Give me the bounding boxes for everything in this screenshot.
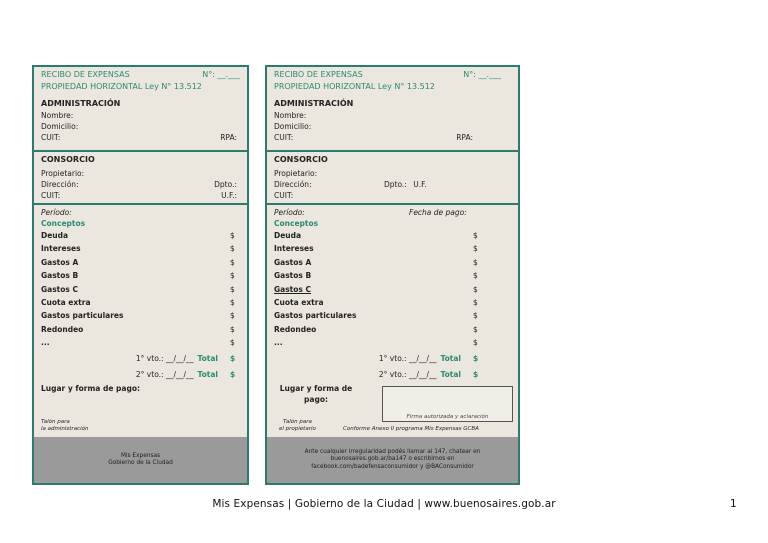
consorcio-heading: CONSORCIO [41, 155, 95, 164]
uf-label: U.F.: [221, 190, 237, 200]
vto1-row [41, 351, 240, 367]
vto2-total-dollar: $ [473, 369, 479, 379]
cuit-label: CUIT: [41, 132, 61, 142]
concept-row [41, 296, 240, 309]
receipt-header [41, 69, 240, 81]
right-footer-line2: buenosaires.gob.ar/ba147 o escribirnos en [330, 456, 455, 463]
concept-label: Gastos particulares [274, 311, 357, 321]
concept-dollar: $ [473, 284, 478, 294]
concept-row [274, 242, 483, 255]
concept-list [274, 229, 511, 350]
concept-label: Gastos B [274, 271, 312, 281]
concept-label: Redondeo [274, 324, 317, 334]
concept-dollar: $ [473, 271, 478, 281]
right-footer-line3: facebook.com/badefensaconsumidor y @BAConsumidor [311, 463, 474, 470]
concept-label: Intereses [274, 244, 314, 254]
concept-list [41, 229, 240, 350]
concept-dollar: $ [473, 338, 478, 348]
fecha-pago-label: Fecha de pago: [409, 208, 467, 217]
cuit-label: CUIT: [274, 132, 294, 142]
vto2-total-label: Total [197, 369, 218, 379]
page-number: 1 [730, 498, 737, 510]
concept-row [274, 296, 483, 309]
receipt-administracion [32, 65, 249, 485]
talon-prop-line2: el propietario [279, 426, 316, 432]
concept-label: Deuda [274, 231, 302, 240]
vto1-label: 1° vto.: __/__/__ [135, 353, 194, 363]
consorcio-cuit-label: CUIT: [41, 190, 61, 200]
admin-section [267, 67, 518, 152]
concept-label: ... [41, 338, 50, 348]
talon-admin [41, 419, 88, 433]
vto1-label: 1° vto.: __/__/__ [378, 353, 437, 363]
admin-heading: ADMINISTRACIÓN [274, 99, 354, 108]
concept-row [274, 283, 483, 296]
cuit-row [41, 132, 240, 143]
concept-row [41, 269, 240, 282]
concept-row [41, 336, 240, 349]
consorcio-section [34, 152, 247, 205]
receipt-header [274, 69, 511, 81]
concept-dollar: $ [230, 298, 235, 308]
left-footer-line1: Mis Expensas [120, 452, 161, 459]
concept-label: ... [274, 338, 283, 348]
concept-row [41, 229, 240, 242]
talon-admin-line1: Talón para [41, 419, 70, 425]
conforme-note: Conforme Anexo II programa Mis Expensas GCBA [343, 426, 479, 432]
receipt-subtitle: PROPIEDAD HORIZONTAL Ley N° 13.512 [41, 81, 202, 91]
nombre-label: Nombre: [274, 110, 307, 120]
right-footer-line1: Ante cualquier irregularidad podés llamar al 147, chatear en [304, 448, 481, 455]
talon-prop-line1: Talón para [283, 419, 312, 425]
concept-label: Gastos A [274, 257, 312, 267]
concept-dollar: $ [230, 284, 235, 294]
concept-label: Cuota extra [41, 298, 91, 308]
vto1-row [274, 351, 511, 367]
concept-label: Intereses [41, 244, 81, 254]
conceptos-heading: Conceptos [274, 219, 319, 228]
domicilio-label: Domicilio: [41, 121, 79, 131]
concept-dollar: $ [473, 324, 478, 334]
concept-row [274, 309, 483, 322]
cuit-row [274, 132, 511, 143]
concept-dollar: $ [230, 231, 235, 240]
left-footer [34, 437, 247, 483]
left-footer-line2: Gobierno de la Ciudad [108, 460, 173, 466]
vto1-total-dollar: $ [473, 353, 479, 363]
receipt-number: N°: __.___ [463, 70, 501, 79]
receipt-title: RECIBO DE EXPENSAS [41, 70, 130, 79]
concept-dollar: $ [473, 244, 478, 254]
concept-dollar: $ [230, 338, 235, 348]
receipt-propietario [265, 65, 520, 485]
concept-row [41, 256, 240, 269]
concept-label: Cuota extra [274, 298, 324, 308]
rpa-label: RPA: [456, 132, 473, 142]
concept-label: Gastos particulares [41, 311, 124, 321]
concept-label: Gastos B [41, 271, 79, 281]
vto2-total-dollar: $ [230, 369, 236, 379]
concept-dollar: $ [473, 298, 478, 308]
conceptos-section [34, 205, 247, 441]
concept-dollar: $ [230, 257, 235, 267]
receipt-subtitle: PROPIEDAD HORIZONTAL Ley N° 13.512 [274, 81, 435, 91]
concept-dollar: $ [473, 257, 478, 267]
talon-admin-line2: la administración [41, 426, 89, 432]
concept-dollar: $ [230, 271, 235, 281]
signature-caption: Firma autorizada y aclaración [406, 414, 489, 420]
conceptos-heading: Conceptos [41, 219, 86, 228]
vto2-row [274, 367, 511, 383]
vto2-row [41, 367, 240, 383]
concept-row [274, 323, 483, 336]
receipt-number: N°: __.___ [202, 70, 240, 79]
lugar-pago-label: Lugar y forma de pago: [41, 383, 140, 393]
vto1-total-dollar: $ [230, 353, 236, 363]
dpto-label: Dpto.: [214, 179, 237, 189]
vto2-label: 2° vto.: __/__/__ [135, 369, 194, 379]
concept-dollar: $ [230, 324, 235, 334]
conceptos-section [267, 205, 518, 441]
uf-label: U.F. [413, 179, 427, 189]
concept-dollar: $ [230, 311, 235, 321]
dpto-uf-group [384, 179, 427, 190]
concept-row [274, 229, 483, 242]
talon-propietario [279, 419, 316, 433]
consorcio-heading: CONSORCIO [274, 155, 328, 164]
right-footer [267, 437, 518, 483]
concept-dollar: $ [473, 311, 478, 321]
propietario-label: Propietario: [274, 168, 318, 178]
vto1-total-label: Total [197, 353, 218, 363]
consorcio-cuit-label: CUIT: [274, 190, 294, 200]
admin-section [34, 67, 247, 152]
direccion-label: Dirección: [41, 179, 79, 189]
direccion-row [41, 179, 240, 190]
direccion-label: Dirección: [274, 179, 312, 189]
rpa-label: RPA: [220, 132, 237, 142]
concept-label: Gastos C [274, 284, 311, 294]
periodo-label: Período: [41, 208, 72, 217]
domicilio-label: Domicilio: [274, 121, 312, 131]
consorcio-section [267, 152, 518, 205]
concept-label: Gastos A [41, 257, 79, 267]
concept-dollar: $ [230, 244, 235, 254]
lugar-pago-label: Lugar y forma de pago: [279, 383, 353, 404]
admin-heading: ADMINISTRACIÓN [41, 99, 121, 108]
signature-box [382, 386, 513, 422]
cuit-uf-row [41, 190, 240, 201]
propietario-label: Propietario: [41, 168, 85, 178]
periodo-row [274, 207, 511, 218]
receipt-title: RECIBO DE EXPENSAS [274, 70, 363, 79]
concept-row [41, 309, 240, 322]
concept-label: Gastos C [41, 284, 78, 294]
concept-row [274, 269, 483, 282]
vto2-total-label: Total [440, 369, 461, 379]
page-footer: Mis Expensas | Gobierno de la Ciudad | www.buenosaires.gob.ar [212, 498, 556, 510]
concept-row [41, 283, 240, 296]
concept-row [274, 256, 483, 269]
concept-dollar: $ [473, 231, 478, 240]
concept-row [41, 242, 240, 255]
vto2-label: 2° vto.: __/__/__ [378, 369, 437, 379]
concept-label: Redondeo [41, 324, 84, 334]
concept-row [274, 336, 483, 349]
periodo-label: Período: [274, 208, 305, 217]
nombre-label: Nombre: [41, 110, 74, 120]
dpto-label: Dpto.: [384, 179, 407, 189]
concept-row [41, 323, 240, 336]
direccion-row [274, 179, 511, 190]
concept-label: Deuda [41, 231, 69, 240]
vto1-total-label: Total [440, 353, 461, 363]
